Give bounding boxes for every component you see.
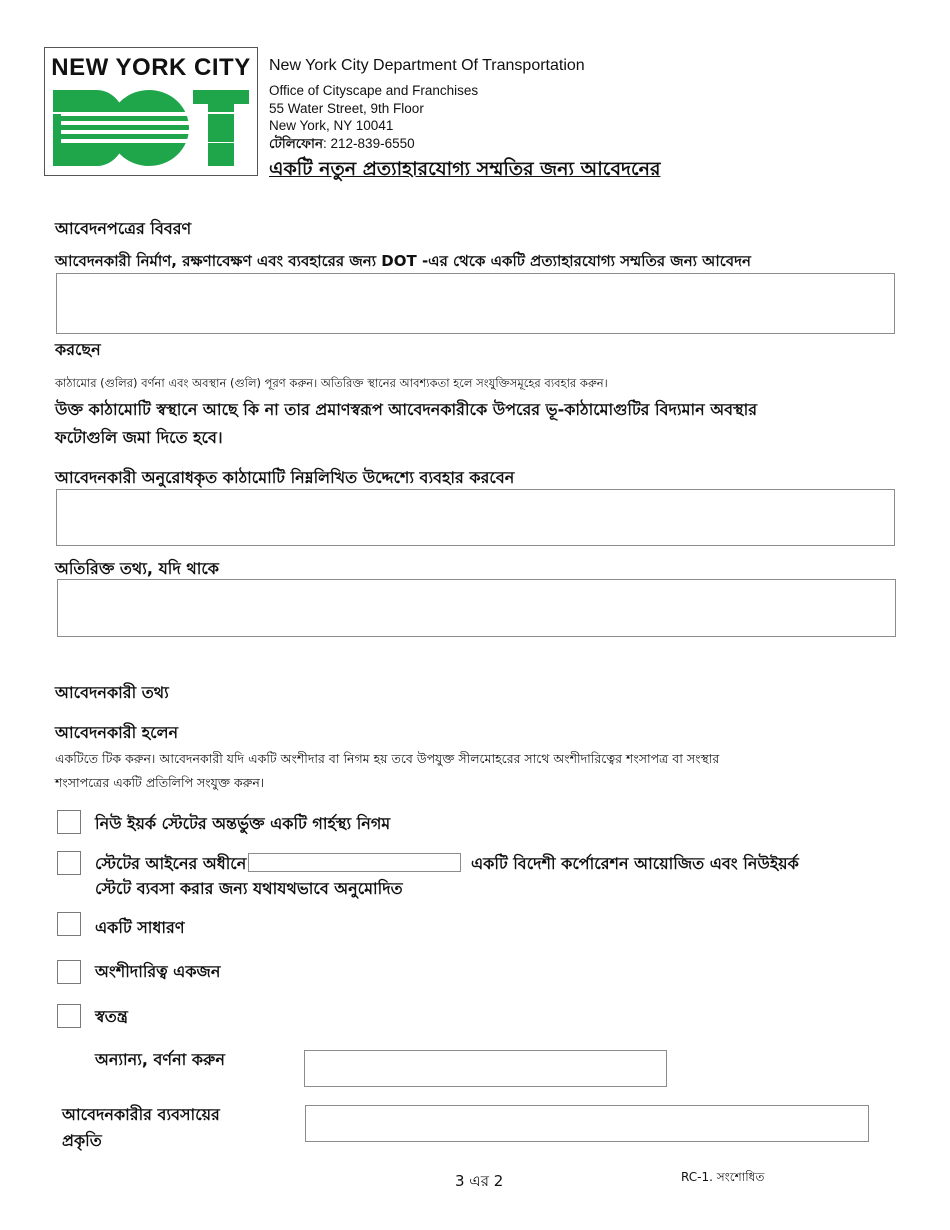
applicant-instruction-line1: একটিতে টিক করুন। আবেদনকারী যদি একটি অংশীদার বা নিগম হয় তবে উপযুক্ত সীলমোহরের সাথে অংশীদারিত্বের শংসাপত্র বা সংস্থার — [55, 751, 720, 766]
checkbox-general[interactable] — [57, 912, 81, 936]
option-individual: স্বতন্ত্র — [95, 1007, 128, 1026]
option-foreign-suffix: একটি বিদেশী কর্পোরেশন আয়োজিত এবং নিউইয়র্ক — [471, 854, 799, 873]
request-label-suffix: করছেন — [55, 340, 101, 359]
city-address: New York, NY 10041 — [269, 118, 394, 133]
other-describe-label: অন্যান্য, বর্ণনা করুন — [95, 1050, 225, 1069]
logo-wordmark-nyc: NEW YORK CITY — [51, 54, 251, 81]
option-partnership: অংশীদারিত্ব একজন — [95, 962, 221, 981]
request-description-field[interactable] — [56, 273, 895, 334]
form-code: RC-1. সংশোধিত — [681, 1170, 765, 1184]
checkbox-partnership[interactable] — [57, 960, 81, 984]
phone-number: : 212-839-6550 — [323, 136, 415, 151]
purpose-label: আবেদনকারী অনুরোধকৃত কাঠামোটি নিম্নলিখিত উদ্দেশ্যে ব্যবহার করবেন — [55, 468, 515, 487]
applicant-is-label: আবেদনকারী হলেন — [55, 723, 179, 742]
request-label: আবেদনকারী নির্মাণ, রক্ষণাবেক্ষণ এবং ব্যবহারের জন্য DOT -এর থেকে একটি প্রত্যাহারযোগ্য সম্মতির জন্য আবেদন — [55, 252, 751, 270]
option-foreign-line2: স্টেটে ব্যবসা করার জন্য যথাযথভাবে অনুমোদিত — [95, 879, 403, 898]
photo-note-line1: উক্ত কাঠামোটি স্বস্থানে আছে কি না তার প্রমাণস্বরূপ আবেদনকারীকে উপরের ভূ-কাঠামোগুটির বিদ্যমান অবস্থার — [55, 400, 758, 419]
phone — [269, 133, 415, 156]
applicant-instruction-line2: শংসাপত্রের একটি প্রতিলিপি সংযুক্ত করুন। — [55, 775, 265, 790]
business-nature-label-line1: আবেদনকারীর ব্যবসায়ের — [62, 1105, 220, 1124]
office-name: Office of Cityscape and Franchises — [269, 83, 479, 98]
additional-info-label: অতিরিক্ত তথ্য, যদি থাকে — [55, 559, 219, 578]
option-general: একটি সাধারণ — [95, 918, 185, 937]
checkbox-domestic-corporation[interactable] — [57, 810, 81, 834]
option-domestic-corporation: নিউ ইয়র্ক স্টেটের অন্তর্ভুক্ত একটি গার্হস্থ্য নিগম — [95, 814, 391, 833]
business-nature-field[interactable] — [305, 1105, 869, 1142]
additional-info-field[interactable] — [57, 579, 896, 637]
other-describe-field[interactable] — [304, 1050, 667, 1087]
option-foreign-prefix: স্টেটের আইনের অধীনে — [95, 854, 247, 873]
logo-dot-letters — [45, 48, 257, 175]
business-nature-label-line2: প্রকৃতি — [62, 1131, 102, 1150]
page-number: 3 এর 2 — [455, 1172, 504, 1190]
purpose-field[interactable] — [56, 489, 895, 546]
fill-instruction: কাঠামোর (গুলির) বর্ণনা এবং অবস্থান (গুলি) পূরণ করুন। অতিরিক্ত স্থানের আবশ্যকতা হলে সংযুক্তিসমূহের ব্যবহার করুন। — [55, 376, 608, 390]
street-address: 55 Water Street, 9th Floor — [269, 101, 424, 116]
applicant-info-heading: আবেদনকারী তথ্য — [55, 683, 169, 702]
form-title: একটি নতুন প্রত্যাহারযোগ্য সম্মতির জন্য আবেদনের — [269, 158, 661, 180]
application-details-heading: আবেদনপত্রের বিবরণ — [55, 219, 192, 238]
photo-note-line2: ফটোগুলি জমা দিতে হবে। — [55, 428, 223, 447]
nyc-dot-logo — [44, 47, 258, 176]
department-name: New York City Department Of Transportation — [269, 57, 585, 74]
checkbox-individual[interactable] — [57, 1004, 81, 1028]
foreign-state-field[interactable] — [248, 853, 461, 872]
phone-label: টেলিফোন — [269, 136, 324, 151]
checkbox-foreign-corporation[interactable] — [57, 851, 81, 875]
